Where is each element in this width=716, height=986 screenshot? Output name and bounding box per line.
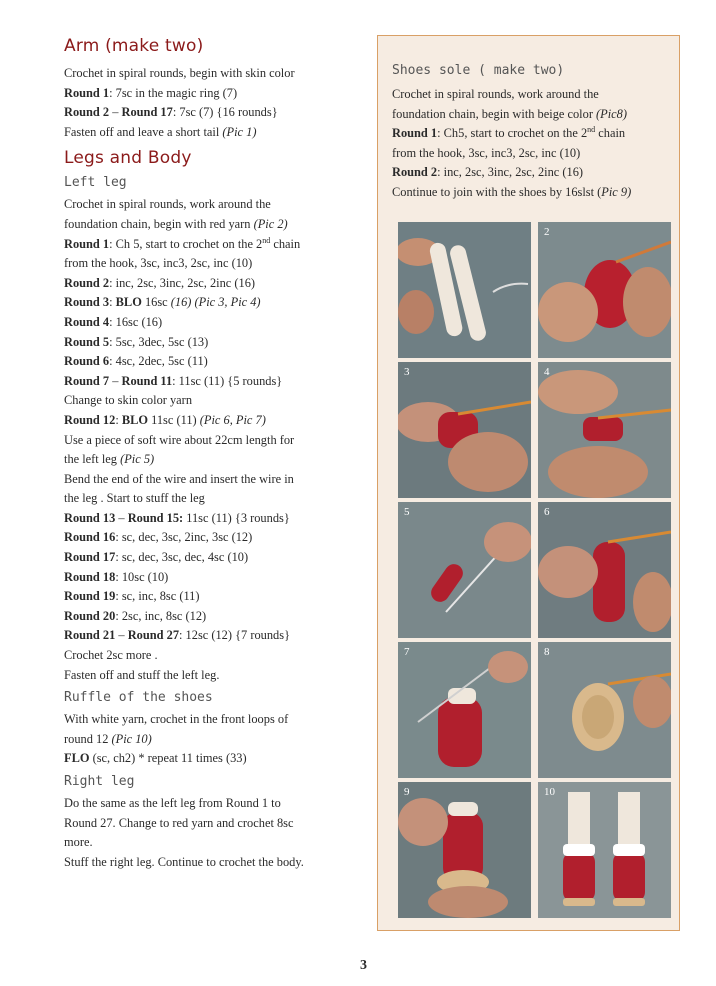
bold-text: BLO (121, 412, 149, 427)
instruction-line (64, 103, 364, 123)
photo-number: 9 (404, 786, 410, 798)
pic-reference: Pic 9) (601, 184, 632, 199)
photo-number: 4 (544, 366, 550, 378)
line-text: from the hook, 3sc, inc3, 2sc, inc (10) (64, 256, 253, 271)
line-text: the left leg (64, 452, 121, 467)
instruction-line (64, 607, 364, 627)
line-text: : (109, 295, 116, 310)
bold-text: Round 18 (64, 569, 116, 584)
pic-reference: (Pic 6, Pic 7) (199, 412, 266, 427)
instruction-line (64, 333, 364, 353)
line-text: Crochet in spiral rounds, work around the (64, 197, 271, 212)
instruction-line (64, 372, 364, 392)
instruction-line (64, 470, 364, 490)
photo-image (398, 362, 531, 498)
step-photo (538, 782, 671, 918)
photo-image (538, 642, 671, 778)
line-text: nd (587, 125, 596, 135)
line-text: Change to skin color yarn (64, 393, 193, 408)
photo-image (398, 782, 531, 918)
bold-text: Round 11 (121, 373, 173, 388)
instruction-line (392, 124, 676, 144)
instruction-line (64, 313, 364, 333)
photo-image (398, 222, 531, 358)
instruction-line (64, 626, 364, 646)
shoes-sole-heading: Shoes sole ( make two) (392, 63, 565, 78)
instruction-line (64, 730, 364, 750)
line-text: Fasten off and leave a short tail (64, 124, 223, 139)
photo-number: 10 (544, 786, 555, 798)
instruction-line (64, 710, 364, 730)
line-text: – (109, 105, 122, 120)
line-text: : Ch 5, start to crochet on the 2 (109, 236, 263, 251)
instruction-line (64, 853, 364, 873)
line-text: foundation chain, begin with red yarn (64, 216, 254, 231)
bold-text: Round 1 (64, 236, 110, 251)
ruffle-instructions (64, 710, 364, 769)
line-text: – (115, 510, 128, 525)
bold-text: Round 2 (392, 165, 438, 180)
line-text: : sc, dec, 3sc, 2inc, 3sc (12) (115, 530, 253, 545)
instruction-line (64, 411, 364, 431)
line-text: Round 27. Change to red yarn and crochet 8sc (64, 815, 294, 830)
bold-text: Round 16 (64, 530, 116, 545)
photo-image (538, 362, 671, 498)
line-text: – (115, 628, 128, 643)
instruction-line (64, 254, 364, 274)
bold-text: Round 20 (64, 608, 116, 623)
photo-image (398, 642, 531, 778)
line-text: : sc, inc, 8sc (11) (115, 589, 200, 604)
line-text: : Ch5, start to crochet on the 2 (437, 126, 588, 141)
pic-reference: (Pic 1) (222, 124, 257, 139)
instruction-line (64, 666, 364, 686)
instruction-line (64, 64, 364, 84)
instruction-line (64, 274, 364, 294)
ruffle-heading: Ruffle of the shoes (64, 690, 213, 706)
line-text: : 12sc (12) {7 rounds} (179, 628, 291, 643)
shoes-sole-instructions (392, 85, 676, 203)
left-leg-instructions (64, 195, 364, 685)
line-text: from the hook, 3sc, inc3, 2sc, inc (10) (392, 145, 581, 160)
bold-text: Round 13 (64, 510, 116, 525)
photo-image (538, 502, 671, 638)
legs-body-heading: Legs and Body (64, 148, 192, 169)
instruction-line (64, 548, 364, 568)
instruction-line (64, 84, 364, 104)
pic-reference: (16) (Pic 3, Pic 4) (170, 295, 261, 310)
bold-text: FLO (64, 751, 90, 766)
line-text: Stuff the right leg. Continue to crochet the body. (64, 854, 304, 869)
bold-text: Round 1 (64, 85, 110, 100)
line-text: (sc, ch2) * repeat 11 times (33) (89, 751, 247, 766)
left-leg-heading: Left leg (64, 175, 127, 191)
line-text: : sc, dec, 3sc, dec, 4sc (10) (115, 550, 249, 565)
line-text: : 5sc, 3dec, 5sc (13) (109, 334, 209, 349)
bold-text: Round 1 (392, 126, 438, 141)
shoes-sole-text (392, 62, 676, 203)
bold-text: Round 17 (64, 550, 116, 565)
instruction-line (392, 183, 676, 203)
line-text: : 11sc (11) {5 rounds} (172, 373, 283, 388)
instruction-line (64, 391, 364, 411)
line-text: chain (595, 126, 626, 141)
bold-text: Round 21 (64, 628, 116, 643)
instruction-line (64, 587, 364, 607)
instruction-line (64, 450, 364, 470)
bold-text: Round 4 (64, 314, 110, 329)
line-text: : 4sc, 2dec, 5sc (11) (109, 354, 208, 369)
line-text: round 12 (64, 731, 112, 746)
arm-instructions (64, 64, 364, 142)
bold-text: Round 7 (64, 373, 110, 388)
photo-number: 5 (404, 506, 410, 518)
line-text: Use a piece of soft wire about 22cm length for (64, 432, 295, 447)
line-text: Continue to join with the shoes by 16slst ( (392, 184, 602, 199)
instruction-line (392, 163, 676, 183)
line-text: With white yarn, crochet in the front loops of (64, 712, 289, 727)
instruction-line (64, 568, 364, 588)
line-text: : 16sc (16) (109, 314, 163, 329)
line-text: more. (64, 835, 93, 850)
instruction-line (64, 489, 364, 509)
line-text: : 10sc (10) (115, 569, 169, 584)
step-photo (398, 642, 531, 778)
arm-heading: Arm (make two) (64, 36, 204, 56)
bold-text: Round 5 (64, 334, 110, 349)
instruction-line (64, 235, 364, 255)
line-text: : 2sc, inc, 8sc (12) (115, 608, 207, 623)
instruction-line (64, 833, 364, 853)
bold-text: BLO (115, 295, 142, 310)
instruction-line (392, 85, 676, 105)
bold-text: Round 17 (121, 105, 173, 120)
instruction-line (64, 431, 364, 451)
bold-text: Round 6 (64, 354, 110, 369)
photo-number: 3 (404, 366, 410, 378)
pic-reference: (Pic 2) (253, 216, 288, 231)
step-photo (398, 362, 531, 498)
line-text: Do the same as the left leg from Round 1 to (64, 796, 281, 810)
instruction-line (64, 749, 364, 769)
instruction-line (64, 352, 364, 372)
line-text: nd (262, 235, 271, 245)
line-text: : 7sc (7) {16 rounds} (172, 105, 278, 120)
line-text: : inc, 2sc, 3inc, 2sc, 2inc (16) (437, 165, 584, 180)
bold-text: Round 12 (64, 412, 116, 427)
shoes-sole-box (377, 35, 680, 931)
step-photo (538, 362, 671, 498)
photo-image (538, 222, 671, 358)
line-text: : (115, 412, 122, 427)
instruction-line (64, 794, 364, 814)
instruction-line (392, 144, 676, 164)
step-photo (538, 222, 671, 358)
line-text: : 7sc in the magic ring (7) (109, 85, 238, 100)
line-text: Crochet in spiral rounds, begin with skin color (64, 66, 295, 80)
line-text: : inc, 2sc, 3inc, 2sc, 2inc (16) (109, 275, 256, 290)
line-text: 11sc (11) {3 rounds} (183, 510, 290, 525)
bold-text: Round 3 (64, 295, 110, 310)
instruction-line (392, 105, 676, 125)
pic-reference: (Pic 5) (120, 452, 155, 467)
line-text: chain (270, 236, 301, 251)
instruction-line (64, 814, 364, 834)
step-photo (398, 782, 531, 918)
right-leg-instructions (64, 794, 364, 872)
line-text: 11sc (11) (148, 412, 200, 427)
instruction-line (64, 215, 364, 235)
bold-text: Round 27 (127, 628, 180, 643)
line-text: 16sc (141, 295, 171, 310)
line-text: – (109, 373, 122, 388)
step-photo (538, 642, 671, 778)
instruction-line (64, 528, 364, 548)
step-photo (398, 222, 531, 358)
bold-text: Round 19 (64, 589, 116, 604)
left-column (64, 36, 364, 872)
photo-number: 8 (544, 646, 550, 658)
line-text: the leg . Start to stuff the leg (64, 491, 205, 506)
line-text: Bend the end of the wire and insert the wire in (64, 471, 294, 486)
bold-text: Round 2 (64, 105, 110, 120)
instruction-line (64, 195, 364, 215)
line-text: Crochet in spiral rounds, work around the (392, 87, 599, 101)
pic-reference: (Pic 10) (111, 731, 152, 746)
page-number: 3 (360, 958, 367, 973)
photo-image (398, 502, 531, 638)
photo-number: 7 (404, 646, 410, 658)
instruction-line (64, 509, 364, 529)
photo-number: 2 (544, 226, 550, 238)
step-photo (398, 502, 531, 638)
line-text: Crochet 2sc more . (64, 648, 158, 663)
instruction-line (64, 293, 364, 313)
photo-number: 6 (544, 506, 550, 518)
line-text: foundation chain, begin with beige color (392, 106, 597, 121)
photo-image (538, 782, 671, 918)
instruction-line (64, 123, 364, 143)
pic-reference: (Pic8) (596, 106, 628, 121)
instruction-line (64, 646, 364, 666)
bold-text: Round 2 (64, 275, 110, 290)
step-photo (538, 502, 671, 638)
right-leg-heading: Right leg (64, 774, 135, 789)
line-text: Fasten off and stuff the left leg. (64, 667, 220, 682)
bold-text: Round 15: (127, 510, 184, 525)
